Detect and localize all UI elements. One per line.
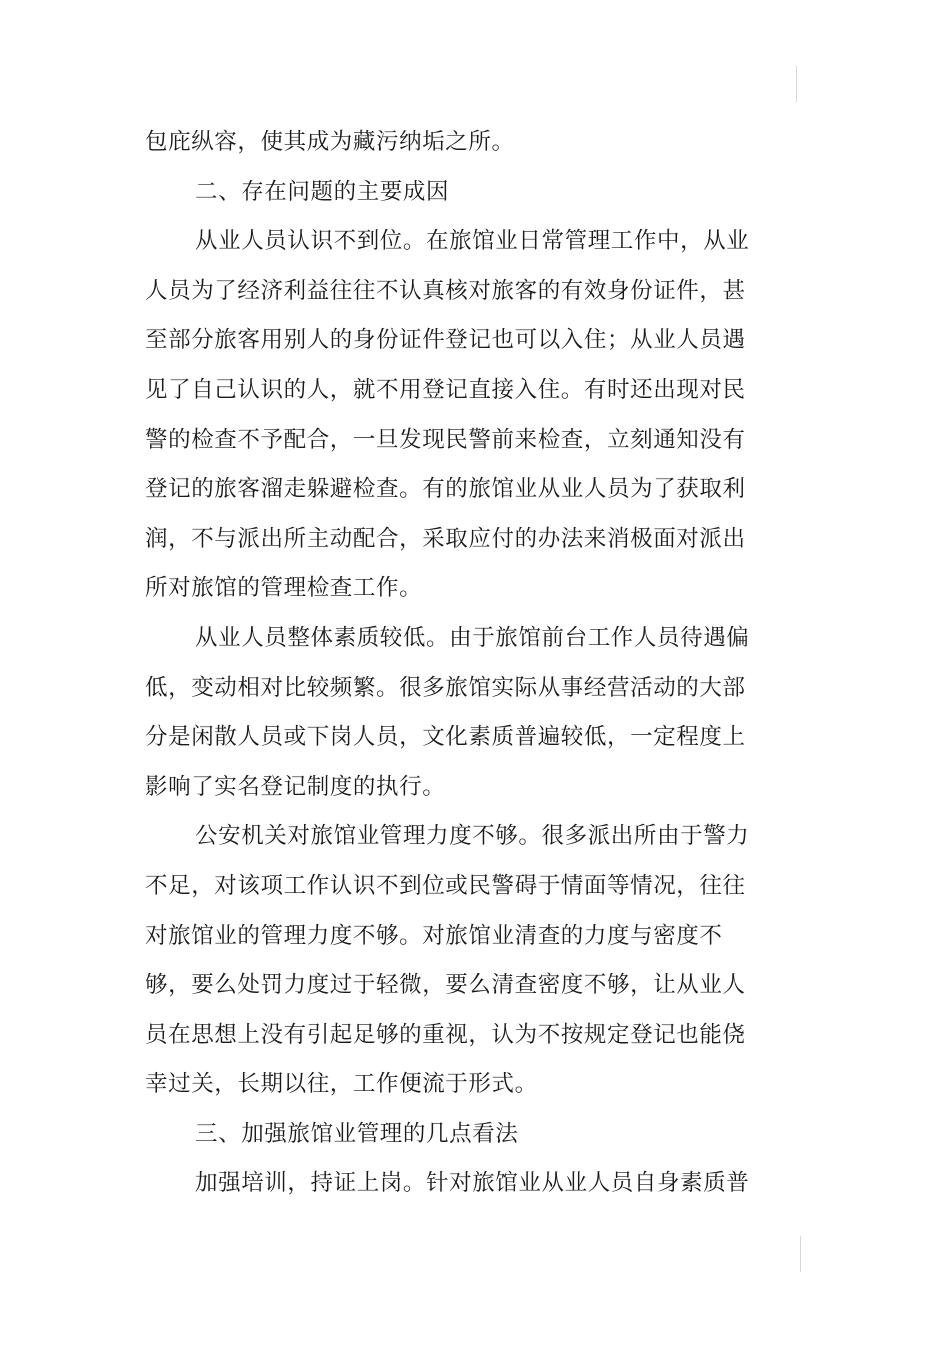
text-line: 登记的旅客溜走躲避检查。有的旅馆业从业人员为了获取利 [145, 476, 746, 503]
text-line: 从业人员整体素质较低。由于旅馆前台工作人员待遇偏 [195, 624, 750, 651]
text-line: 对旅馆业的管理力度不够。对旅馆业清查的力度与密度不 [145, 922, 723, 949]
text-line: 二、存在问题的主要成因 [195, 178, 450, 205]
text-line: 影响了实名登记制度的执行。 [145, 773, 446, 800]
text-line: 员在思想上没有引起足够的重视，认为不按规定登记也能侥 [145, 1021, 746, 1048]
text-line: 幸过关，长期以往，工作便流于形式。 [145, 1071, 538, 1098]
page-edge-mark-top [796, 66, 797, 102]
text-line: 公安机关对旅馆业管理力度不够。很多派出所由于警力 [195, 823, 750, 850]
page-edge-mark-bottom [800, 1236, 801, 1272]
text-line: 不足，对该项工作认识不到位或民警碍于情面等情况，往往 [145, 872, 746, 899]
text-line: 包庇纵容，使其成为藏污纳垢之所。 [145, 129, 515, 155]
text-line: 低，变动相对比较频繁。很多旅馆实际从事经营活动的大部 [145, 674, 746, 701]
text-line: 所对旅馆的管理检查工作。 [145, 575, 423, 602]
text-line: 人员为了经济利益往往不认真核对旅客的有效身份证件，甚 [145, 277, 746, 304]
text-line: 分是闲散人员或下岗人员，文化素质普遍较低，一定程度上 [145, 724, 746, 751]
text-line: 够，要么处罚力度过于轻微，要么清查密度不够，让从业人 [145, 972, 746, 999]
document-body [145, 118, 750, 1209]
text-line: 见了自己认识的人，就不用登记直接入住。有时还出现对民 [145, 376, 746, 403]
text-line: 润，不与派出所主动配合，采取应付的办法来消极面对派出 [145, 525, 746, 552]
text-line: 至部分旅客用别人的身份证件登记也可以入住；从业人员遇 [145, 327, 746, 354]
text-line: 三、加强旅馆业管理的几点看法 [195, 1120, 519, 1147]
text-line: 警的检查不予配合，一旦发现民警前来检查，立刻通知没有 [145, 426, 746, 453]
text-line: 加强培训，持证上岗。针对旅馆业从业人员自身素质普 [195, 1170, 750, 1197]
text-line: 从业人员认识不到位。在旅馆业日常管理工作中，从业 [195, 228, 750, 255]
